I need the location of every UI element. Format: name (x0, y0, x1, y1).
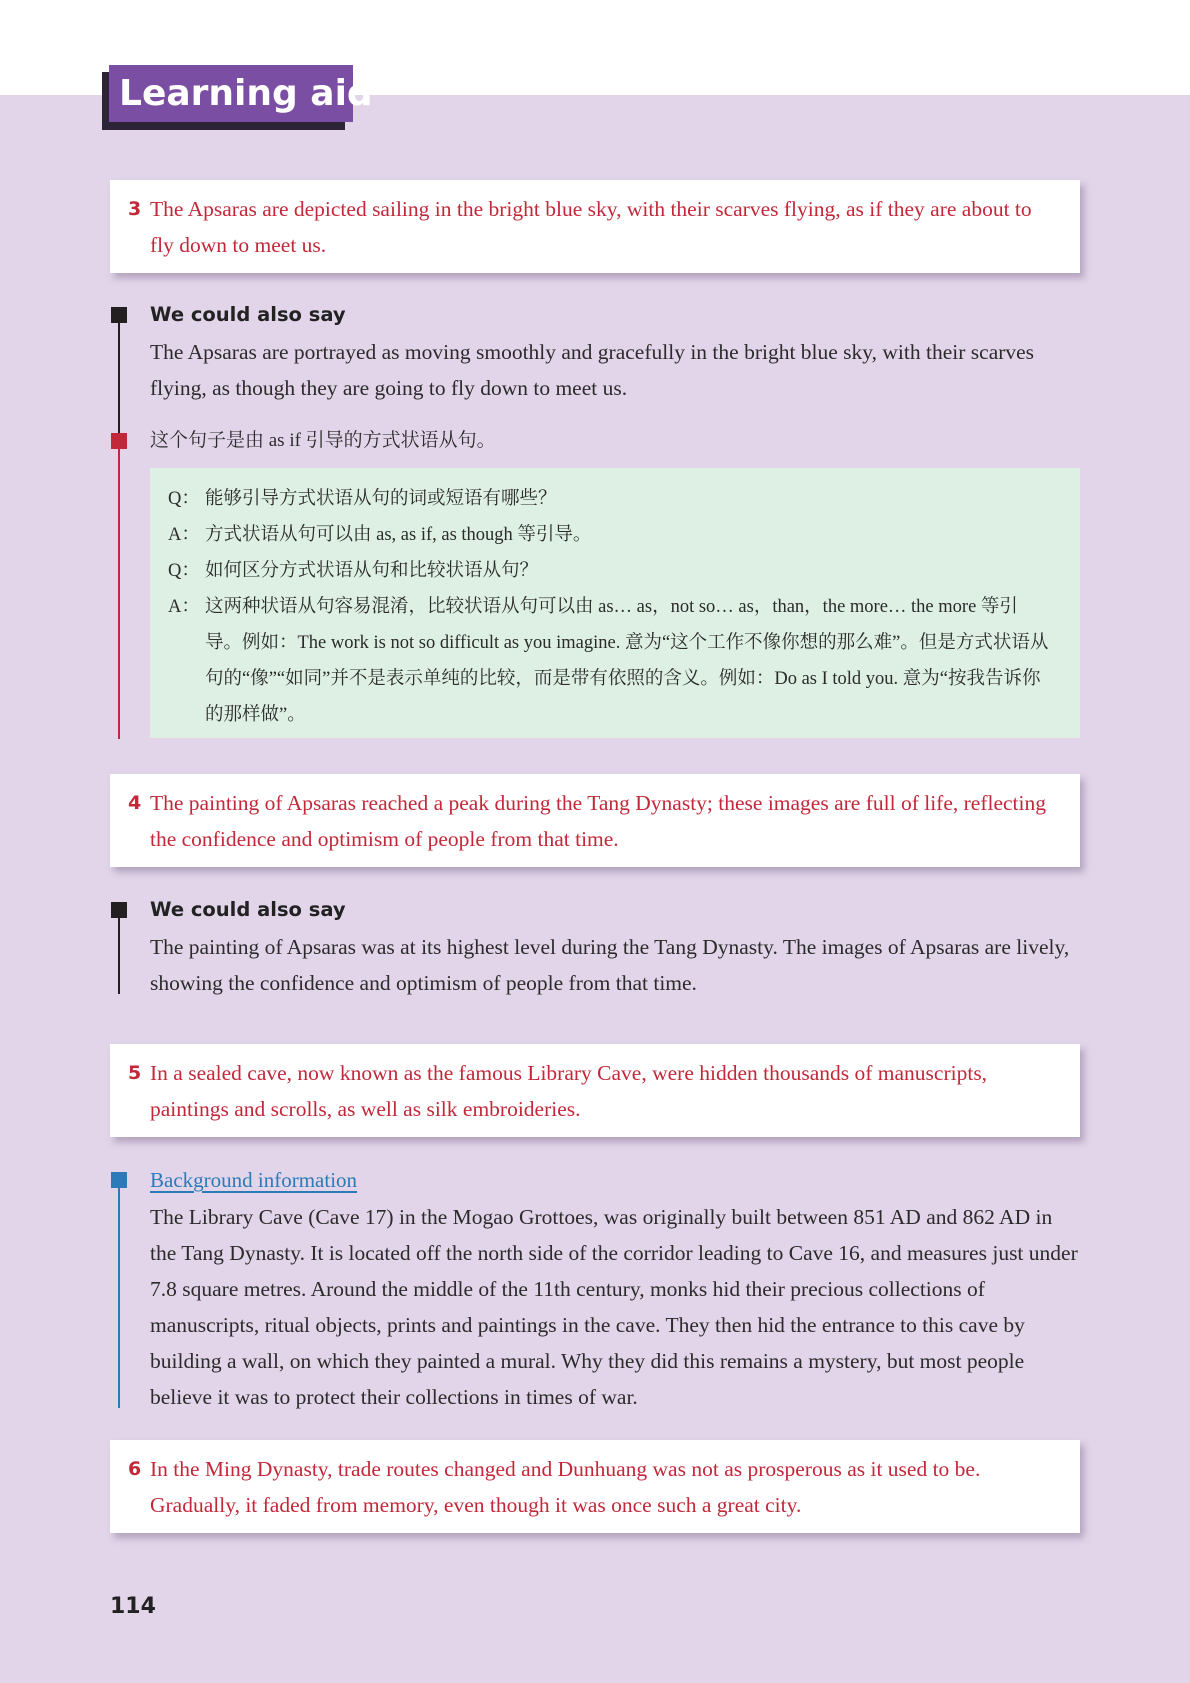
grammar-marker-square (111, 433, 127, 449)
info-rule-line (118, 1188, 120, 1408)
note-heading-4: We could also say (150, 898, 346, 921)
qa-box (150, 468, 1080, 738)
info-marker-square (111, 1172, 127, 1188)
grammar-note: 这个句子是由 as if 引导的方式状语从句。 (150, 430, 496, 451)
note-rule-line (118, 323, 120, 433)
qa-label: Q： (168, 489, 200, 509)
qa-item (168, 553, 1050, 589)
page-number: 114 (110, 1594, 156, 1619)
qa-label: Q： (168, 561, 200, 581)
sentence-box-3 (110, 180, 1080, 273)
grammar-rule-line (118, 449, 120, 739)
note-text-3: The Apsaras are portrayed as moving smoothly and gracefully in the bright blue sky, with their scarves flying, as though they are going to fly down to meet us. (150, 340, 1035, 400)
note-marker-square (111, 902, 127, 918)
sentence-text: In the Ming Dynasty, trade routes changed and Dunhuang was not as prosperous as it used to be. Gradually, it faded from memory, even though it was once such a great city. (150, 1457, 981, 1517)
qa-label: A： (168, 525, 200, 545)
sentence-box-5 (110, 1044, 1080, 1137)
sentence-number: 3 (128, 198, 142, 220)
sentence-box-6 (110, 1440, 1080, 1533)
sentence-text: The Apsaras are depicted sailing in the bright blue sky, with their scarves flying, as if they are about to fly down to meet us. (150, 197, 1032, 257)
note-text-4: The painting of Apsaras was at its highest level during the Tang Dynasty. The images of Apsaras are lively, showing the confidence and optimism of people from that time. (150, 935, 1070, 995)
qa-text: 能够引导方式状语从句的词或短语有哪些？ (205, 489, 557, 509)
qa-text: 这两种状语从句容易混淆，比较状语从句可以由 as… as，not so… as，than，the more… the more 等引导。例如：The work is not so difficult as you imagine. 意为“这个工作不像你想的那么难”。但是方式状语从句的“像”“如同”并不是表示单纯的比较，而是带有依照的含义。例如：Do as I told you. 意为“按我告诉你的那样做”。 (205, 597, 1049, 725)
sentence-number: 4 (128, 792, 142, 814)
note-rule-line (118, 918, 120, 994)
sentence-number: 5 (128, 1062, 142, 1084)
qa-item (168, 589, 1050, 733)
note-marker-square (111, 307, 127, 323)
page-title: Learning aid (109, 65, 353, 122)
qa-text: 方式状语从句可以由 as, as if, as though 等引导。 (205, 525, 592, 545)
sentence-text: In a sealed cave, now known as the famous Library Cave, were hidden thousands of manuscripts, paintings and scrolls, as well as silk embroideries. (150, 1061, 988, 1121)
background-info-heading: Background information (150, 1168, 358, 1192)
sentence-text: The painting of Apsaras reached a peak during the Tang Dynasty; these images are full of life, reflecting the confidence and optimism of people from that time. (150, 791, 1046, 851)
qa-item (168, 517, 1050, 553)
qa-label: A： (168, 597, 200, 617)
background-info-text: The Library Cave (Cave 17) in the Mogao Grottoes, was originally built between 851 AD and 862 AD in the Tang Dynasty. It is located off the north side of the corridor leading to Cave 16, and measures just under 7.8 square metres. Around the middle of the 11th century, monks hid their precious collections of manuscripts, ritual objects, prints and paintings in the cave. They then hid the entrance to this cave by building a wall, on which they painted a mural. Why they did this remains a mystery, but most people believe it was to protect their collections in times of war. (150, 1205, 1078, 1409)
note-heading-3: We could also say (150, 303, 346, 326)
sentence-box-4 (110, 774, 1080, 867)
sentence-number: 6 (128, 1458, 142, 1480)
qa-item (168, 481, 1050, 517)
qa-text: 如何区分方式状语从句和比较状语从句？ (205, 561, 539, 581)
